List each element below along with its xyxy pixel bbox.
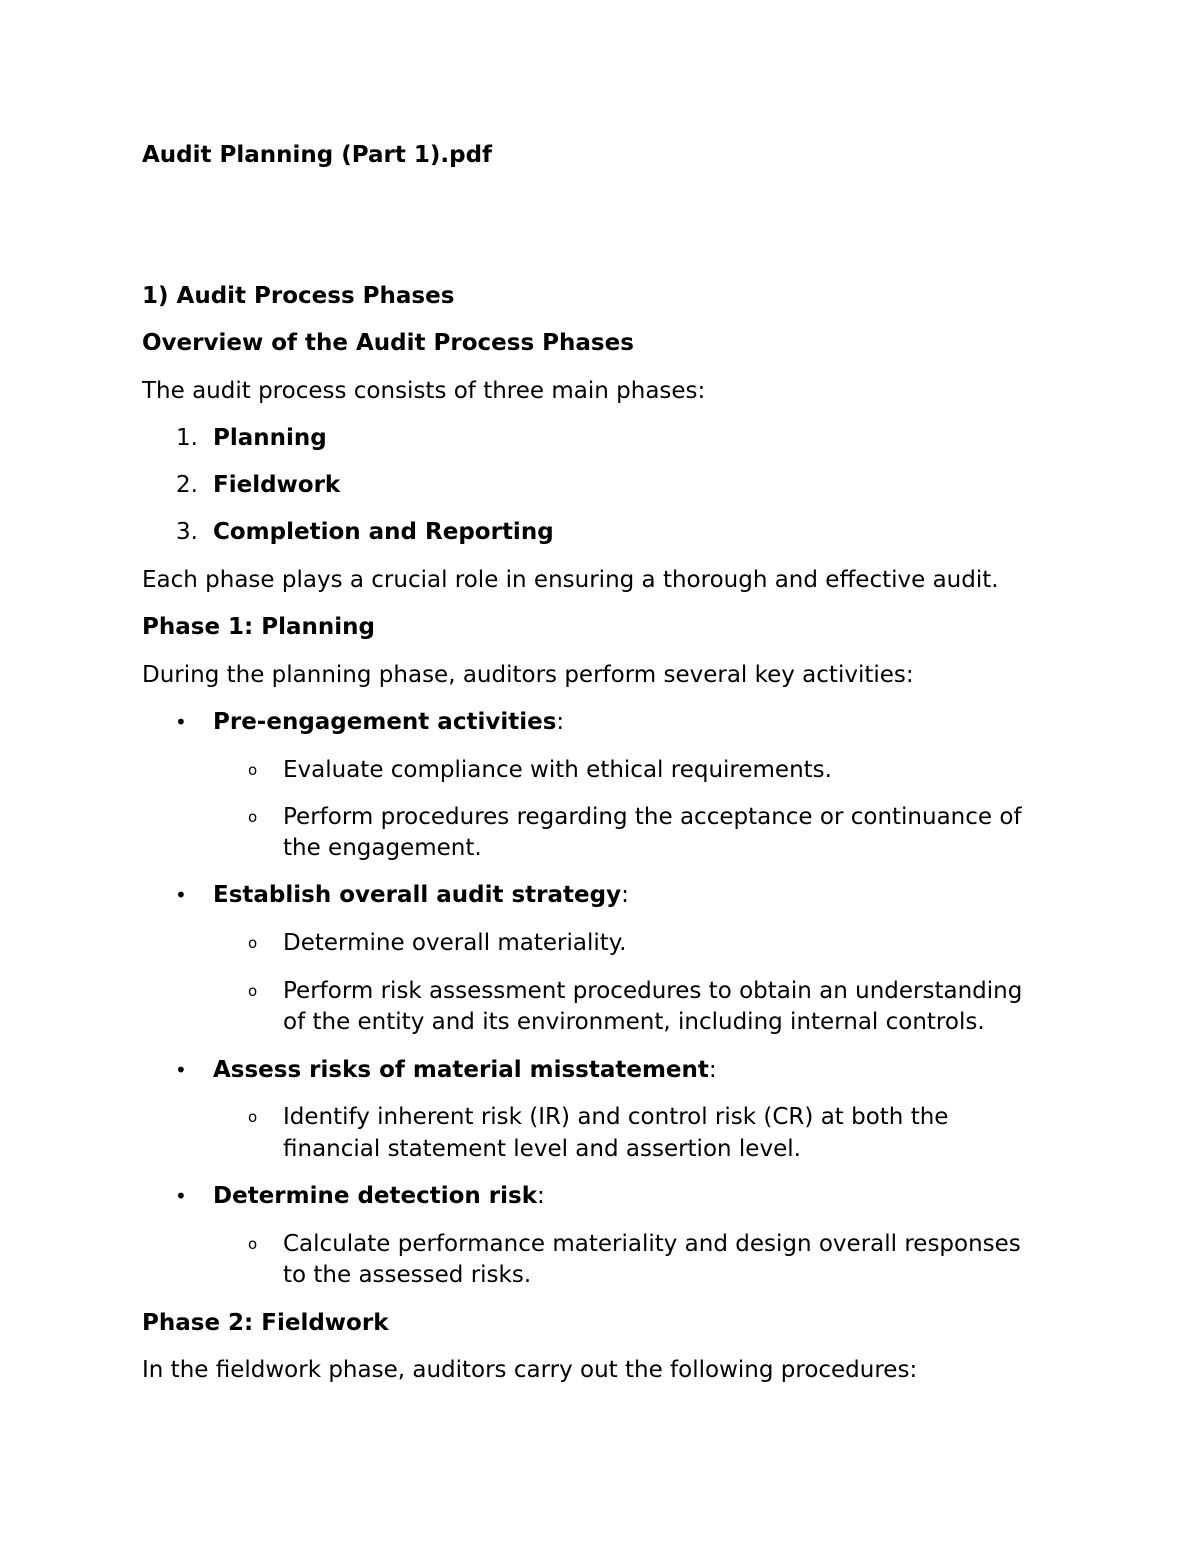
phase-list-number: 3. bbox=[176, 519, 198, 545]
phase2-intro: In the fieldwork phase, auditors carry out the following procedures: bbox=[142, 1357, 918, 1383]
bullet-colon: : bbox=[621, 882, 629, 908]
sub-item-continuation: of the entity and its environment, including internal controls. bbox=[283, 1009, 985, 1035]
phase1-heading: Phase 1: Planning bbox=[142, 614, 375, 640]
sub-item: Identify inherent risk (IR) and control risk (CR) at both the bbox=[283, 1104, 949, 1130]
phase2-heading: Phase 2: Fieldwork bbox=[142, 1310, 389, 1336]
phase-list-item: Completion and Reporting bbox=[213, 519, 554, 545]
sub-item-continuation: the engagement. bbox=[283, 835, 482, 861]
bullet-item bbox=[213, 1055, 717, 1086]
bullet-item bbox=[213, 1181, 545, 1212]
circle-bullet-icon: o bbox=[248, 1108, 258, 1126]
bullet-icon: • bbox=[175, 1058, 187, 1082]
bullet-colon: : bbox=[556, 709, 565, 735]
sub-item-continuation: financial statement level and assertion level. bbox=[283, 1136, 801, 1162]
sub-item: Perform risk assessment procedures to obtain an understanding bbox=[283, 978, 1023, 1004]
phase-list-item: Fieldwork bbox=[213, 472, 341, 498]
bullet-colon: : bbox=[708, 1057, 717, 1083]
bullet-item bbox=[213, 880, 629, 911]
phase1-intro: During the planning phase, auditors perform several key activities: bbox=[142, 662, 914, 688]
bullet-icon: • bbox=[175, 883, 187, 907]
bullet-icon: • bbox=[175, 1184, 187, 1208]
overview-heading: Overview of the Audit Process Phases bbox=[142, 330, 634, 356]
circle-bullet-icon: o bbox=[248, 982, 258, 1000]
circle-bullet-icon: o bbox=[248, 1235, 258, 1253]
circle-bullet-icon: o bbox=[248, 808, 258, 826]
bullet-label: Assess risks of material misstatement bbox=[213, 1057, 709, 1083]
sub-item: Perform procedures regarding the acceptance or continuance of bbox=[283, 804, 1022, 830]
section-heading: 1) Audit Process Phases bbox=[142, 283, 455, 309]
sub-item-continuation: to the assessed risks. bbox=[283, 1262, 532, 1288]
sub-item: Determine overall materiality. bbox=[283, 930, 627, 956]
circle-bullet-icon: o bbox=[248, 761, 258, 779]
sub-item: Calculate performance materiality and design overall responses bbox=[283, 1231, 1021, 1257]
overview-intro: The audit process consists of three main phases: bbox=[142, 378, 706, 404]
circle-bullet-icon: o bbox=[248, 934, 258, 952]
phase-list-number: 1. bbox=[176, 425, 198, 451]
phase-list-item: Planning bbox=[213, 425, 327, 451]
bullet-label: Determine detection risk bbox=[213, 1183, 538, 1209]
bullet-item bbox=[213, 707, 564, 738]
phase-list-number: 2. bbox=[176, 472, 198, 498]
bullet-label: Establish overall audit strategy bbox=[213, 882, 622, 908]
document-title: Audit Planning (Part 1).pdf bbox=[142, 142, 493, 168]
sub-item: Evaluate compliance with ethical requirements. bbox=[283, 757, 832, 783]
bullet-label: Pre-engagement activities bbox=[213, 709, 557, 735]
bullet-colon: : bbox=[537, 1183, 545, 1209]
bullet-icon: • bbox=[175, 710, 187, 734]
phase-summary: Each phase plays a crucial role in ensuring a thorough and effective audit. bbox=[142, 567, 999, 593]
